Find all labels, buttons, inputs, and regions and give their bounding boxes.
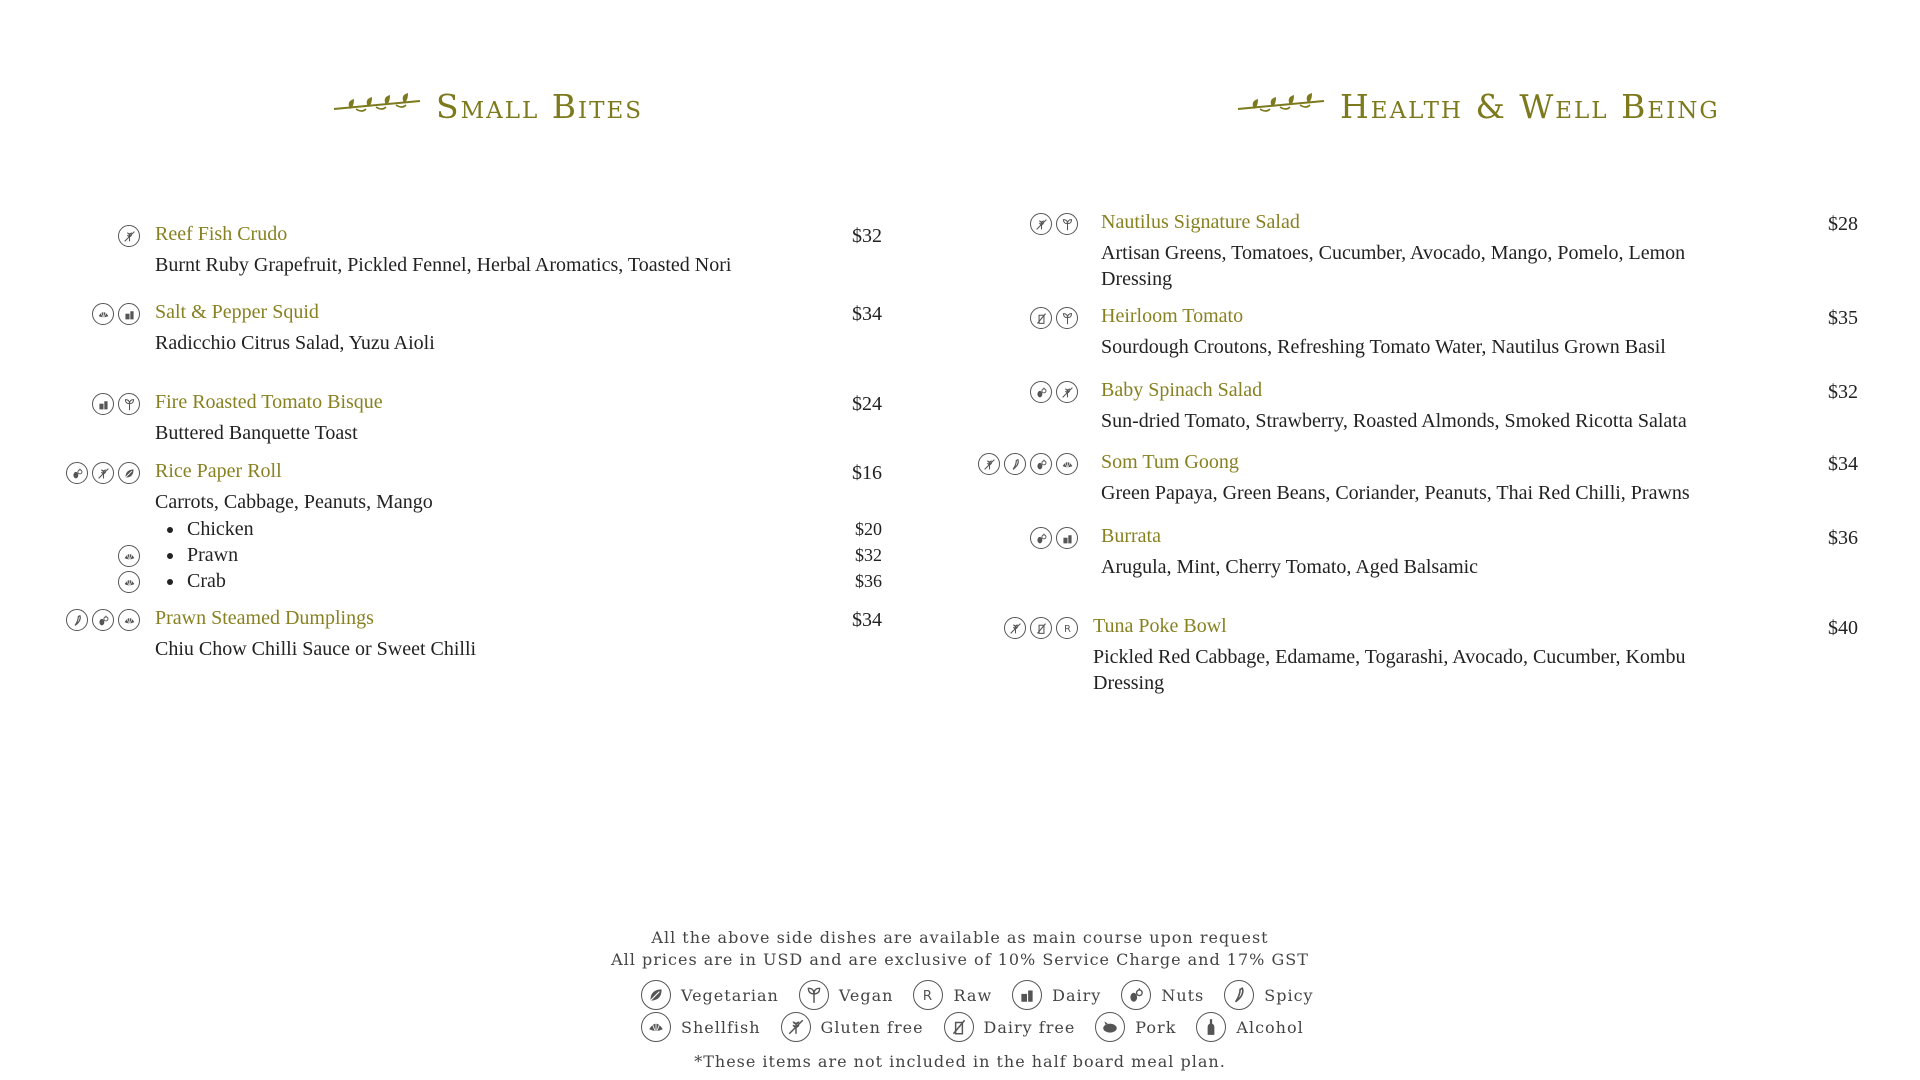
legend-label: Dairy free (983, 1017, 1076, 1037)
dish-price: $34 (852, 609, 882, 631)
dairy-free-icon (1030, 307, 1052, 329)
nuts-icon (92, 609, 114, 631)
dairy-free-icon (944, 1012, 974, 1042)
shellfish-icon (641, 1012, 671, 1042)
option-label: Prawn (187, 544, 239, 566)
menu-item (1101, 522, 1761, 580)
dish-name: Baby Spinach Salad (1101, 379, 1263, 401)
spicy-icon (1224, 980, 1254, 1010)
gluten-free-icon (781, 1012, 811, 1042)
legend-item (799, 980, 894, 1010)
spicy-icon (66, 609, 88, 631)
shellfish-icon (118, 545, 140, 567)
legend-label: Vegan (838, 985, 894, 1005)
dish-price: $36 (1828, 527, 1858, 549)
bullet-dot (167, 579, 173, 585)
bullet-dot (167, 553, 173, 559)
shellfish-icon (92, 303, 114, 325)
option-price: $20 (855, 519, 882, 539)
nuts-icon (66, 462, 88, 484)
dish-description: Radicchio Citrus Salad, Yuzu Aioli (155, 332, 435, 354)
dish-price: $34 (852, 303, 882, 325)
legend-label: Dairy (1052, 985, 1102, 1005)
vegetarian-icon (641, 980, 671, 1010)
dietary-icons (1030, 527, 1078, 549)
svg-text:R: R (923, 988, 934, 1004)
section-title: Small Bites (436, 86, 644, 126)
dish-price: $32 (852, 225, 882, 247)
menu-item (155, 220, 795, 278)
nuts-icon (1030, 527, 1052, 549)
dish-price: $35 (1828, 307, 1858, 329)
dietary-icons (118, 225, 140, 247)
legend-row (641, 980, 1324, 1010)
menu-item (155, 604, 795, 662)
shellfish-icon (1056, 453, 1078, 475)
option-item (167, 516, 254, 542)
dietary-icons (1030, 307, 1078, 329)
dish-description: Sun-dried Tomato, Strawberry, Roasted Almonds, Smoked Ricotta Salata (1101, 410, 1687, 432)
dietary-icons (978, 453, 1078, 475)
dish-description: Artisan Greens, Tomatoes, Cucumber, Avocado, Mango, Pomelo, Lemon Dressing (1101, 242, 1686, 290)
section-heading-small-bites (332, 86, 643, 126)
dietary-icons (1004, 617, 1078, 639)
dish-description: Pickled Red Cabbage, Edamame, Togarashi, Avocado, Cucumber, Kombu Dressing (1093, 646, 1686, 694)
legend-item (913, 980, 992, 1010)
vine-ornament-icon (332, 93, 422, 119)
menu-item (1101, 376, 1761, 434)
bullet-dot (167, 527, 173, 533)
dish-name: Salt & Pepper Squid (155, 301, 319, 323)
dish-name: Reef Fish Crudo (155, 223, 288, 245)
dairy-icon (92, 393, 114, 415)
legend-item (1196, 1012, 1303, 1042)
dairy-icon (1012, 980, 1042, 1010)
gluten-free-icon (1004, 617, 1026, 639)
menu-item (1093, 612, 1753, 696)
option-price: $32 (855, 545, 882, 565)
option-item (167, 542, 238, 568)
dish-name: Heirloom Tomato (1101, 305, 1244, 327)
shellfish-icon (118, 609, 140, 631)
dish-price: $28 (1828, 213, 1858, 235)
option-item (167, 568, 226, 594)
legend-row (641, 1012, 1314, 1042)
section-title: Health & Well Being (1340, 86, 1720, 126)
pork-icon (1095, 1012, 1125, 1042)
dish-description: Chiu Chow Chilli Sauce or Sweet Chilli (155, 638, 477, 660)
dietary-icons (66, 462, 140, 484)
dish-description: Carrots, Cabbage, Peanuts, Mango (155, 491, 433, 513)
dish-description: Arugula, Mint, Cherry Tomato, Aged Balsamic (1101, 556, 1479, 578)
option-label: Crab (187, 570, 226, 592)
dish-price: $16 (852, 462, 882, 484)
gluten-free-icon (92, 462, 114, 484)
menu-item (155, 457, 795, 515)
footer-line-2: All prices are in USD and are exclusive of 10% Service Charge and 17% GST (611, 950, 1309, 969)
dietary-icons (1030, 213, 1078, 235)
dairy-free-icon (1030, 617, 1052, 639)
legend-label: Alcohol (1236, 1017, 1304, 1037)
dish-name: Burrata (1101, 525, 1161, 547)
dairy-icon (1056, 527, 1078, 549)
legend-label: Gluten free (820, 1017, 924, 1037)
vegan-icon (799, 980, 829, 1010)
vegetarian-icon (118, 462, 140, 484)
dish-name: Rice Paper Roll (155, 460, 282, 482)
raw-icon (913, 980, 943, 1010)
dish-name: Prawn Steamed Dumplings (155, 607, 374, 629)
dietary-icons (92, 303, 140, 325)
svg-text:R: R (1063, 623, 1071, 635)
dietary-icons (66, 609, 140, 631)
dietary-icons (92, 393, 140, 415)
menu-item (155, 298, 795, 356)
footer-line-1: All the above side dishes are available as main course upon request (651, 928, 1269, 947)
dish-description: Green Papaya, Green Beans, Coriander, Peanuts, Thai Red Chilli, Prawns (1101, 482, 1690, 504)
vine-ornament-icon (1236, 93, 1326, 119)
option-price: $36 (855, 571, 882, 591)
dish-price: $32 (1828, 381, 1858, 403)
section-heading-health (1236, 86, 1720, 126)
nuts-icon (1121, 980, 1151, 1010)
gluten-free-icon (118, 225, 140, 247)
option-label: Chicken (187, 518, 254, 540)
dietary-icons (1030, 381, 1078, 403)
dish-price: $40 (1828, 617, 1858, 639)
footnote: *These items are not included in the half board meal plan. (694, 1052, 1226, 1071)
vegan-icon (118, 393, 140, 415)
alcohol-icon (1196, 1012, 1226, 1042)
gluten-free-icon (1030, 213, 1052, 235)
dish-price: $24 (852, 393, 882, 415)
legend-label: Nuts (1161, 985, 1205, 1005)
legend-item (641, 1012, 761, 1042)
dish-description: Burnt Ruby Grapefruit, Pickled Fennel, Herbal Aromatics, Toasted Nori (155, 254, 732, 276)
menu-item (1101, 208, 1761, 292)
menu-item (155, 388, 795, 446)
spicy-icon (1004, 453, 1026, 475)
dish-name: Tuna Poke Bowl (1093, 615, 1227, 637)
vegan-icon (1056, 213, 1078, 235)
gluten-free-icon (1056, 381, 1078, 403)
nuts-icon (1030, 381, 1052, 403)
menu-item (1101, 302, 1761, 360)
legend-item (641, 980, 779, 1010)
dish-name: Nautilus Signature Salad (1101, 211, 1300, 233)
legend-item (1224, 980, 1313, 1010)
vegan-icon (1056, 307, 1078, 329)
legend-item (1095, 1012, 1176, 1042)
legend-label: Pork (1135, 1017, 1177, 1037)
dairy-icon (118, 303, 140, 325)
legend-label: Vegetarian (681, 985, 779, 1005)
nuts-icon (1030, 453, 1052, 475)
shellfish-icon (118, 571, 140, 593)
dish-name: Fire Roasted Tomato Bisque (155, 391, 383, 413)
menu-item (1101, 448, 1761, 506)
dish-price: $34 (1828, 453, 1858, 475)
legend-item (944, 1012, 1076, 1042)
dish-description: Sourdough Croutons, Refreshing Tomato Water, Nautilus Grown Basil (1101, 336, 1666, 358)
legend-item (1121, 980, 1204, 1010)
legend-item (781, 1012, 924, 1042)
legend-item (1012, 980, 1101, 1010)
gluten-free-icon (978, 453, 1000, 475)
legend-label: Raw (953, 985, 993, 1005)
raw-icon (1056, 617, 1078, 639)
legend-label: Spicy (1264, 985, 1314, 1005)
dish-name: Som Tum Goong (1101, 451, 1239, 473)
legend-label: Shellfish (681, 1017, 761, 1037)
dish-description: Buttered Banquette Toast (155, 422, 358, 444)
